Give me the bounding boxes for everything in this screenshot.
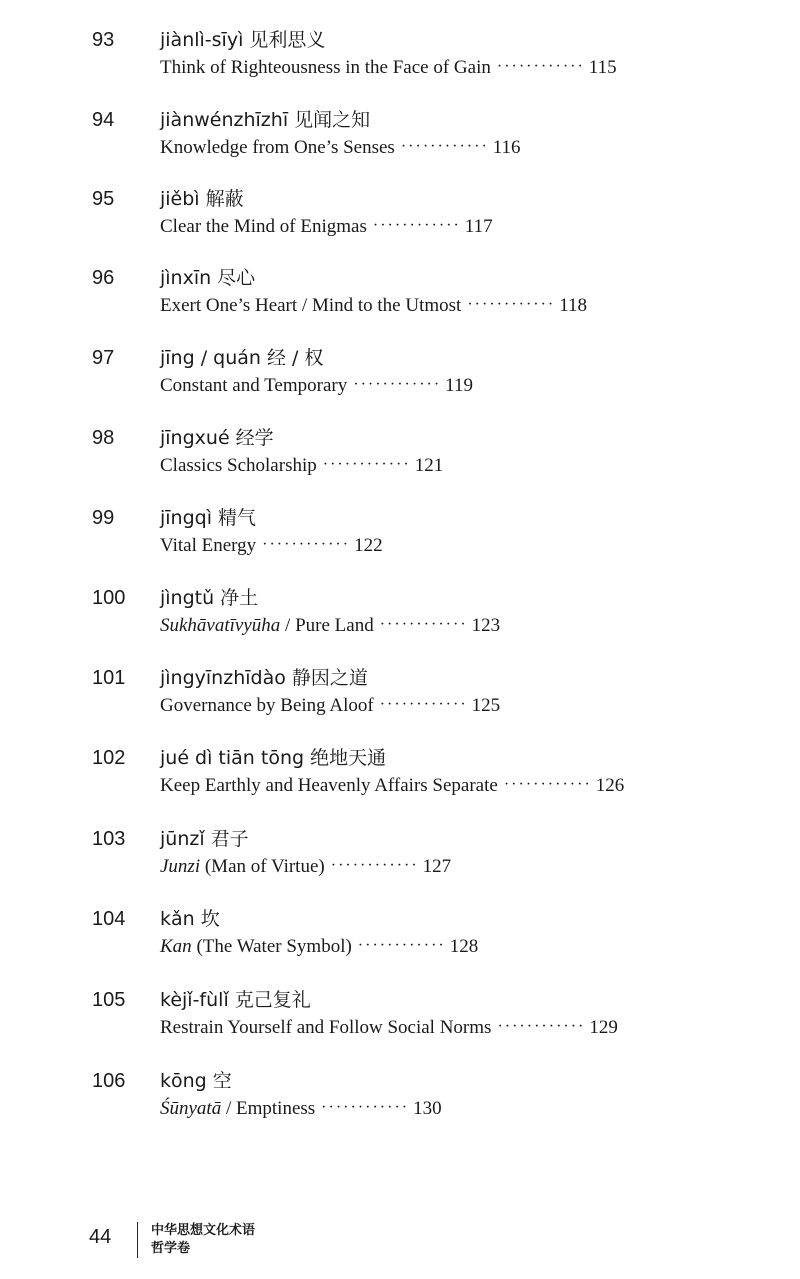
footer-title-line2: 哲学卷 — [151, 1241, 191, 1256]
entry-translation-line[interactable] — [160, 294, 587, 319]
entry-translation-line[interactable] — [160, 534, 383, 559]
entry-term — [160, 107, 370, 133]
dot-leader: ············ — [467, 296, 556, 313]
entry-translation-italic: Junzi — [160, 856, 201, 877]
toc-entry — [0, 987, 800, 1057]
dot-leader: ············ — [379, 616, 468, 633]
entry-translation: (The Water Symbol) — [191, 936, 352, 957]
entry-term — [160, 27, 325, 53]
dot-leader: ············ — [496, 58, 585, 75]
entry-pinyin: jiànwénzhīzhī — [160, 109, 289, 131]
footer-page-number: 44 — [89, 1226, 112, 1248]
entry-pinyin: kèjǐ-fùlǐ — [160, 989, 229, 1011]
entry-translation-italic: Kan — [160, 936, 192, 957]
entry-translation: / Pure Land — [280, 615, 374, 636]
entry-hanzi: 克己复礼 — [234, 989, 311, 1011]
entry-term — [160, 505, 256, 531]
entry-translation-line[interactable] — [160, 56, 617, 81]
entry-pinyin: jiěbì — [160, 188, 200, 210]
entry-number: 102 — [92, 747, 126, 769]
entry-number: 103 — [92, 828, 126, 850]
entry-term — [160, 186, 244, 212]
entry-term — [160, 745, 386, 771]
entry-number: 99 — [92, 507, 115, 529]
toc-entry — [0, 906, 800, 976]
dot-leader: ············ — [321, 1099, 410, 1116]
entry-hanzi: 空 — [212, 1070, 232, 1092]
entry-pinyin: jīngxué — [160, 427, 230, 449]
entry-hanzi: 经学 — [235, 427, 274, 449]
entry-translation: Restrain Yourself and Follow Social Norms — [160, 1017, 492, 1038]
entry-hanzi: 绝地天通 — [310, 747, 387, 769]
entry-pinyin: kōng — [160, 1070, 207, 1092]
entry-pinyin: jiànlì-sīyì — [160, 29, 244, 51]
entry-translation-line[interactable] — [160, 1016, 618, 1041]
entry-hanzi: 静因之道 — [291, 667, 368, 689]
entry-hanzi: 见闻之知 — [294, 109, 371, 131]
entry-number: 95 — [92, 188, 115, 210]
entry-page-number: 117 — [464, 216, 493, 237]
dot-leader: ············ — [503, 776, 592, 793]
footer-title-line1: 中华思想文化术语 — [151, 1223, 256, 1238]
entry-page-number: 115 — [588, 57, 617, 78]
entry-hanzi: 尽心 — [217, 267, 256, 289]
entry-number: 106 — [92, 1070, 126, 1092]
entry-translation: Clear the Mind of Enigmas — [160, 216, 367, 237]
entry-page-number: 127 — [422, 856, 452, 877]
entry-page-number: 125 — [471, 695, 501, 716]
dot-leader: ············ — [353, 376, 442, 393]
dot-leader: ············ — [372, 217, 461, 234]
entry-translation: Vital Energy — [160, 535, 257, 556]
entry-translation-line[interactable] — [160, 694, 500, 719]
entry-page-number: 122 — [354, 535, 383, 556]
entry-translation-line[interactable] — [160, 374, 473, 399]
entry-number: 98 — [92, 427, 115, 449]
entry-page-number: 129 — [589, 1017, 618, 1038]
entry-translation-italic: Sukhāvatīvyūha — [160, 615, 281, 636]
entry-hanzi: 见利思义 — [249, 29, 326, 51]
entry-pinyin: jūnzǐ — [160, 828, 205, 850]
entry-translation-line[interactable] — [160, 1097, 442, 1122]
dot-leader: ············ — [379, 696, 468, 713]
entry-translation: Constant and Temporary — [160, 375, 348, 396]
dot-leader: ············ — [330, 857, 419, 874]
entry-translation-line[interactable] — [160, 935, 478, 960]
toc-entry — [0, 585, 800, 655]
entry-term — [160, 425, 274, 451]
entry-translation: / Emptiness — [221, 1098, 316, 1119]
entry-page-number: 130 — [413, 1098, 442, 1119]
footer-divider — [137, 1222, 138, 1258]
entry-pinyin: jìngyīnzhīdào — [160, 667, 286, 689]
entry-translation-line[interactable] — [160, 454, 443, 479]
toc-entry — [0, 745, 800, 815]
entry-translation: Keep Earthly and Heavenly Affairs Separate — [160, 775, 498, 796]
entry-translation-line[interactable] — [160, 774, 624, 799]
entry-page-number: 116 — [492, 137, 521, 158]
toc-entry — [0, 107, 800, 177]
entry-hanzi: 净土 — [220, 587, 259, 609]
entry-hanzi: 坎 — [200, 908, 220, 930]
dot-leader: ············ — [322, 456, 411, 473]
entry-pinyin: jìnxīn — [160, 267, 212, 289]
entry-page-number: 128 — [449, 936, 479, 957]
toc-entry — [0, 505, 800, 575]
entry-number: 105 — [92, 989, 126, 1011]
entry-pinyin: jīng / quán — [160, 347, 261, 369]
toc-entry — [0, 345, 800, 415]
entry-pinyin: jìngtǔ — [160, 587, 215, 609]
entry-translation-line[interactable] — [160, 614, 500, 639]
entry-term — [160, 906, 220, 932]
entry-page-number: 119 — [445, 375, 473, 396]
entry-page-number: 123 — [471, 615, 501, 636]
dot-leader: ············ — [262, 536, 351, 553]
toc-entry — [0, 265, 800, 335]
entry-number: 96 — [92, 267, 115, 289]
toc-entry — [0, 1068, 800, 1138]
dot-leader: ············ — [400, 138, 489, 155]
footer-book-title — [151, 1222, 255, 1258]
entry-pinyin: kǎn — [160, 908, 195, 930]
entry-translation: Governance by Being Aloof — [160, 695, 374, 716]
toc-entry — [0, 665, 800, 735]
entry-translation: Knowledge from One’s Senses — [160, 137, 395, 158]
entry-number: 94 — [92, 109, 115, 131]
entry-translation-line[interactable] — [160, 855, 451, 880]
entry-page-number: 126 — [595, 775, 625, 796]
entry-hanzi: 君子 — [210, 828, 249, 850]
entry-translation: (Man of Virtue) — [200, 856, 325, 877]
entry-number: 97 — [92, 347, 115, 369]
entry-term — [160, 826, 249, 852]
entry-term — [160, 585, 258, 611]
entry-number: 100 — [92, 587, 126, 609]
entry-hanzi: 精气 — [218, 507, 257, 529]
entry-translation: Classics Scholarship — [160, 455, 317, 476]
entry-pinyin: jīngqì — [160, 507, 212, 529]
toc-entry — [0, 425, 800, 495]
entry-number: 104 — [92, 908, 126, 930]
entry-term — [160, 265, 255, 291]
entry-translation: Exert One’s Heart / Mind to the Utmost — [160, 295, 462, 316]
entry-number: 93 — [92, 29, 115, 51]
toc-entry — [0, 826, 800, 896]
entry-number: 101 — [92, 667, 126, 689]
entry-translation-line[interactable] — [160, 215, 493, 240]
entry-page-number: 121 — [414, 455, 444, 476]
dot-leader: ············ — [497, 1018, 586, 1035]
entry-term — [160, 345, 323, 371]
entry-hanzi: 经 / 权 — [266, 347, 324, 369]
toc-entry — [0, 27, 800, 97]
toc-entry — [0, 186, 800, 256]
entry-term — [160, 665, 368, 691]
entry-translation-line[interactable] — [160, 136, 521, 161]
dot-leader: ············ — [357, 937, 446, 954]
entry-translation: Think of Righteousness in the Face of Gain — [160, 57, 491, 78]
entry-term — [160, 1068, 232, 1094]
entry-pinyin: jué dì tiān tōng — [160, 747, 305, 769]
entry-term — [160, 987, 311, 1013]
entry-page-number: 118 — [559, 295, 588, 316]
entry-hanzi: 解蔽 — [205, 188, 244, 210]
entry-translation-italic: Śūnyatā — [160, 1098, 222, 1119]
